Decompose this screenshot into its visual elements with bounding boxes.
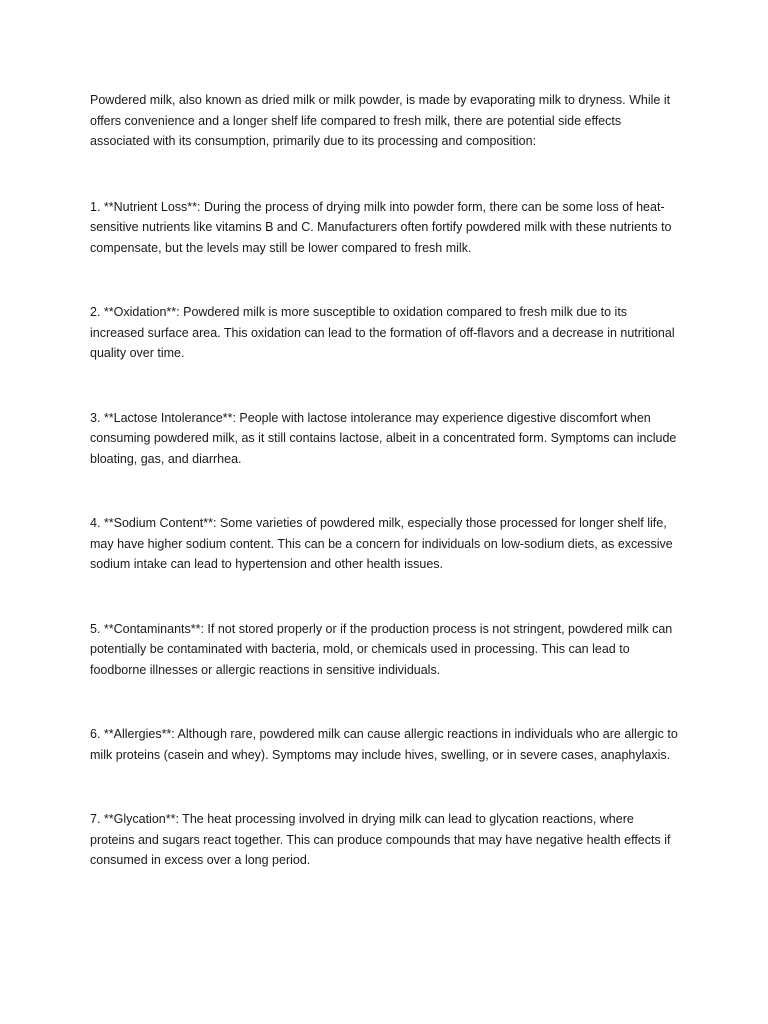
- side-effect-allergies: 6. **Allergies**: Although rare, powdered milk can cause allergic reactions in individuals who are allergic to milk proteins (casein and whey). Symptoms may include hives, swelling, or in severe cases, anaphylaxis.: [90, 727, 678, 762]
- side-effect-glycation: 7. **Glycation**: The heat processing involved in drying milk can lead to glycation reactions, where proteins and sugars react together. This can produce compounds that may have negative health effects if consumed in excess over a long period.: [90, 812, 671, 867]
- side-effect-oxidation: 2. **Oxidation**: Powdered milk is more susceptible to oxidation compared to fresh milk due to its increased surface area. This oxidation can lead to the formation of off-flavors and a decrease in nutritional quality over time.: [90, 305, 675, 360]
- side-effect-sodium-content: 4. **Sodium Content**: Some varieties of powdered milk, especially those processed for longer shelf life, may have higher sodium content. This can be a concern for individuals on low-sodium diets, as excessive sodium intake can lead to hypertension and other health issues.: [90, 516, 673, 571]
- side-effect-nutrient-loss: 1. **Nutrient Loss**: During the process of drying milk into powder form, there can be some loss of heat-sensitive nutrients like vitamins B and C. Manufacturers often fortify powdered milk with these nutrients to compensate, but the levels may still be lower compared to fresh milk.: [90, 199, 672, 255]
- document-body: [90, 90, 680, 871]
- intro-paragraph: Powdered milk, also known as dried milk or milk powder, is made by evaporating milk to dryness. While it offers convenience and a longer shelf life compared to fresh milk, there are potential side effects associated with its consumption, primarily due to its processing and composition:: [90, 93, 671, 148]
- side-effect-contaminants: 5. **Contaminants**: If not stored properly or if the production process is not stringent, powdered milk can potentially be contaminated with bacteria, mold, or chemicals used in processing. This can lead to foodborne illnesses or allergic reactions in sensitive individuals.: [90, 621, 673, 677]
- side-effect-lactose-intolerance: 3. **Lactose Intolerance**: People with lactose intolerance may experience digestive discomfort when consuming powdered milk, as it still contains lactose, albeit in a concentrated form. Symptoms can include bloating, gas, and diarrhea.: [90, 410, 677, 466]
